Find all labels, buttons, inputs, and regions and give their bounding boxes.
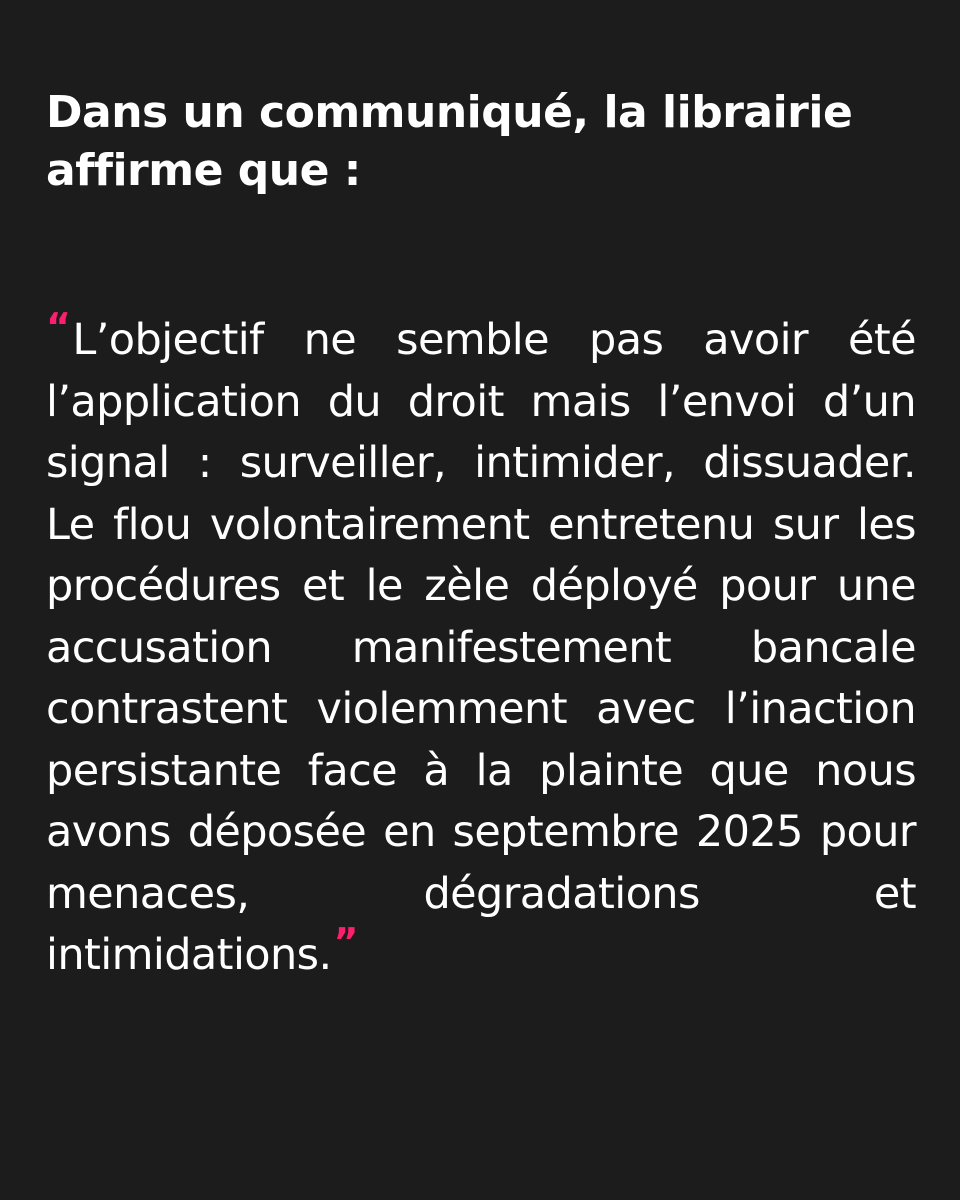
quote-block (46, 305, 916, 987)
heading: Dans un communiqué, la librairie affirme que : (46, 87, 853, 196)
open-quote-icon: “ (46, 305, 71, 349)
close-quote-icon: ” (333, 920, 358, 964)
quote-text: L’objectif ne semble pas avoir été l’application du droit mais l’envoi d’un signal : surveiller, intimider, dissuader. Le flou volontairement entretenu sur les procédures et le zèle déployé pour une accusation manifestement bancale contrastent violemment avec l’inaction persistante face à la plainte que nous avons déposée en septembre 2025 pour menaces, dégradations et intimidations. (46, 315, 916, 980)
